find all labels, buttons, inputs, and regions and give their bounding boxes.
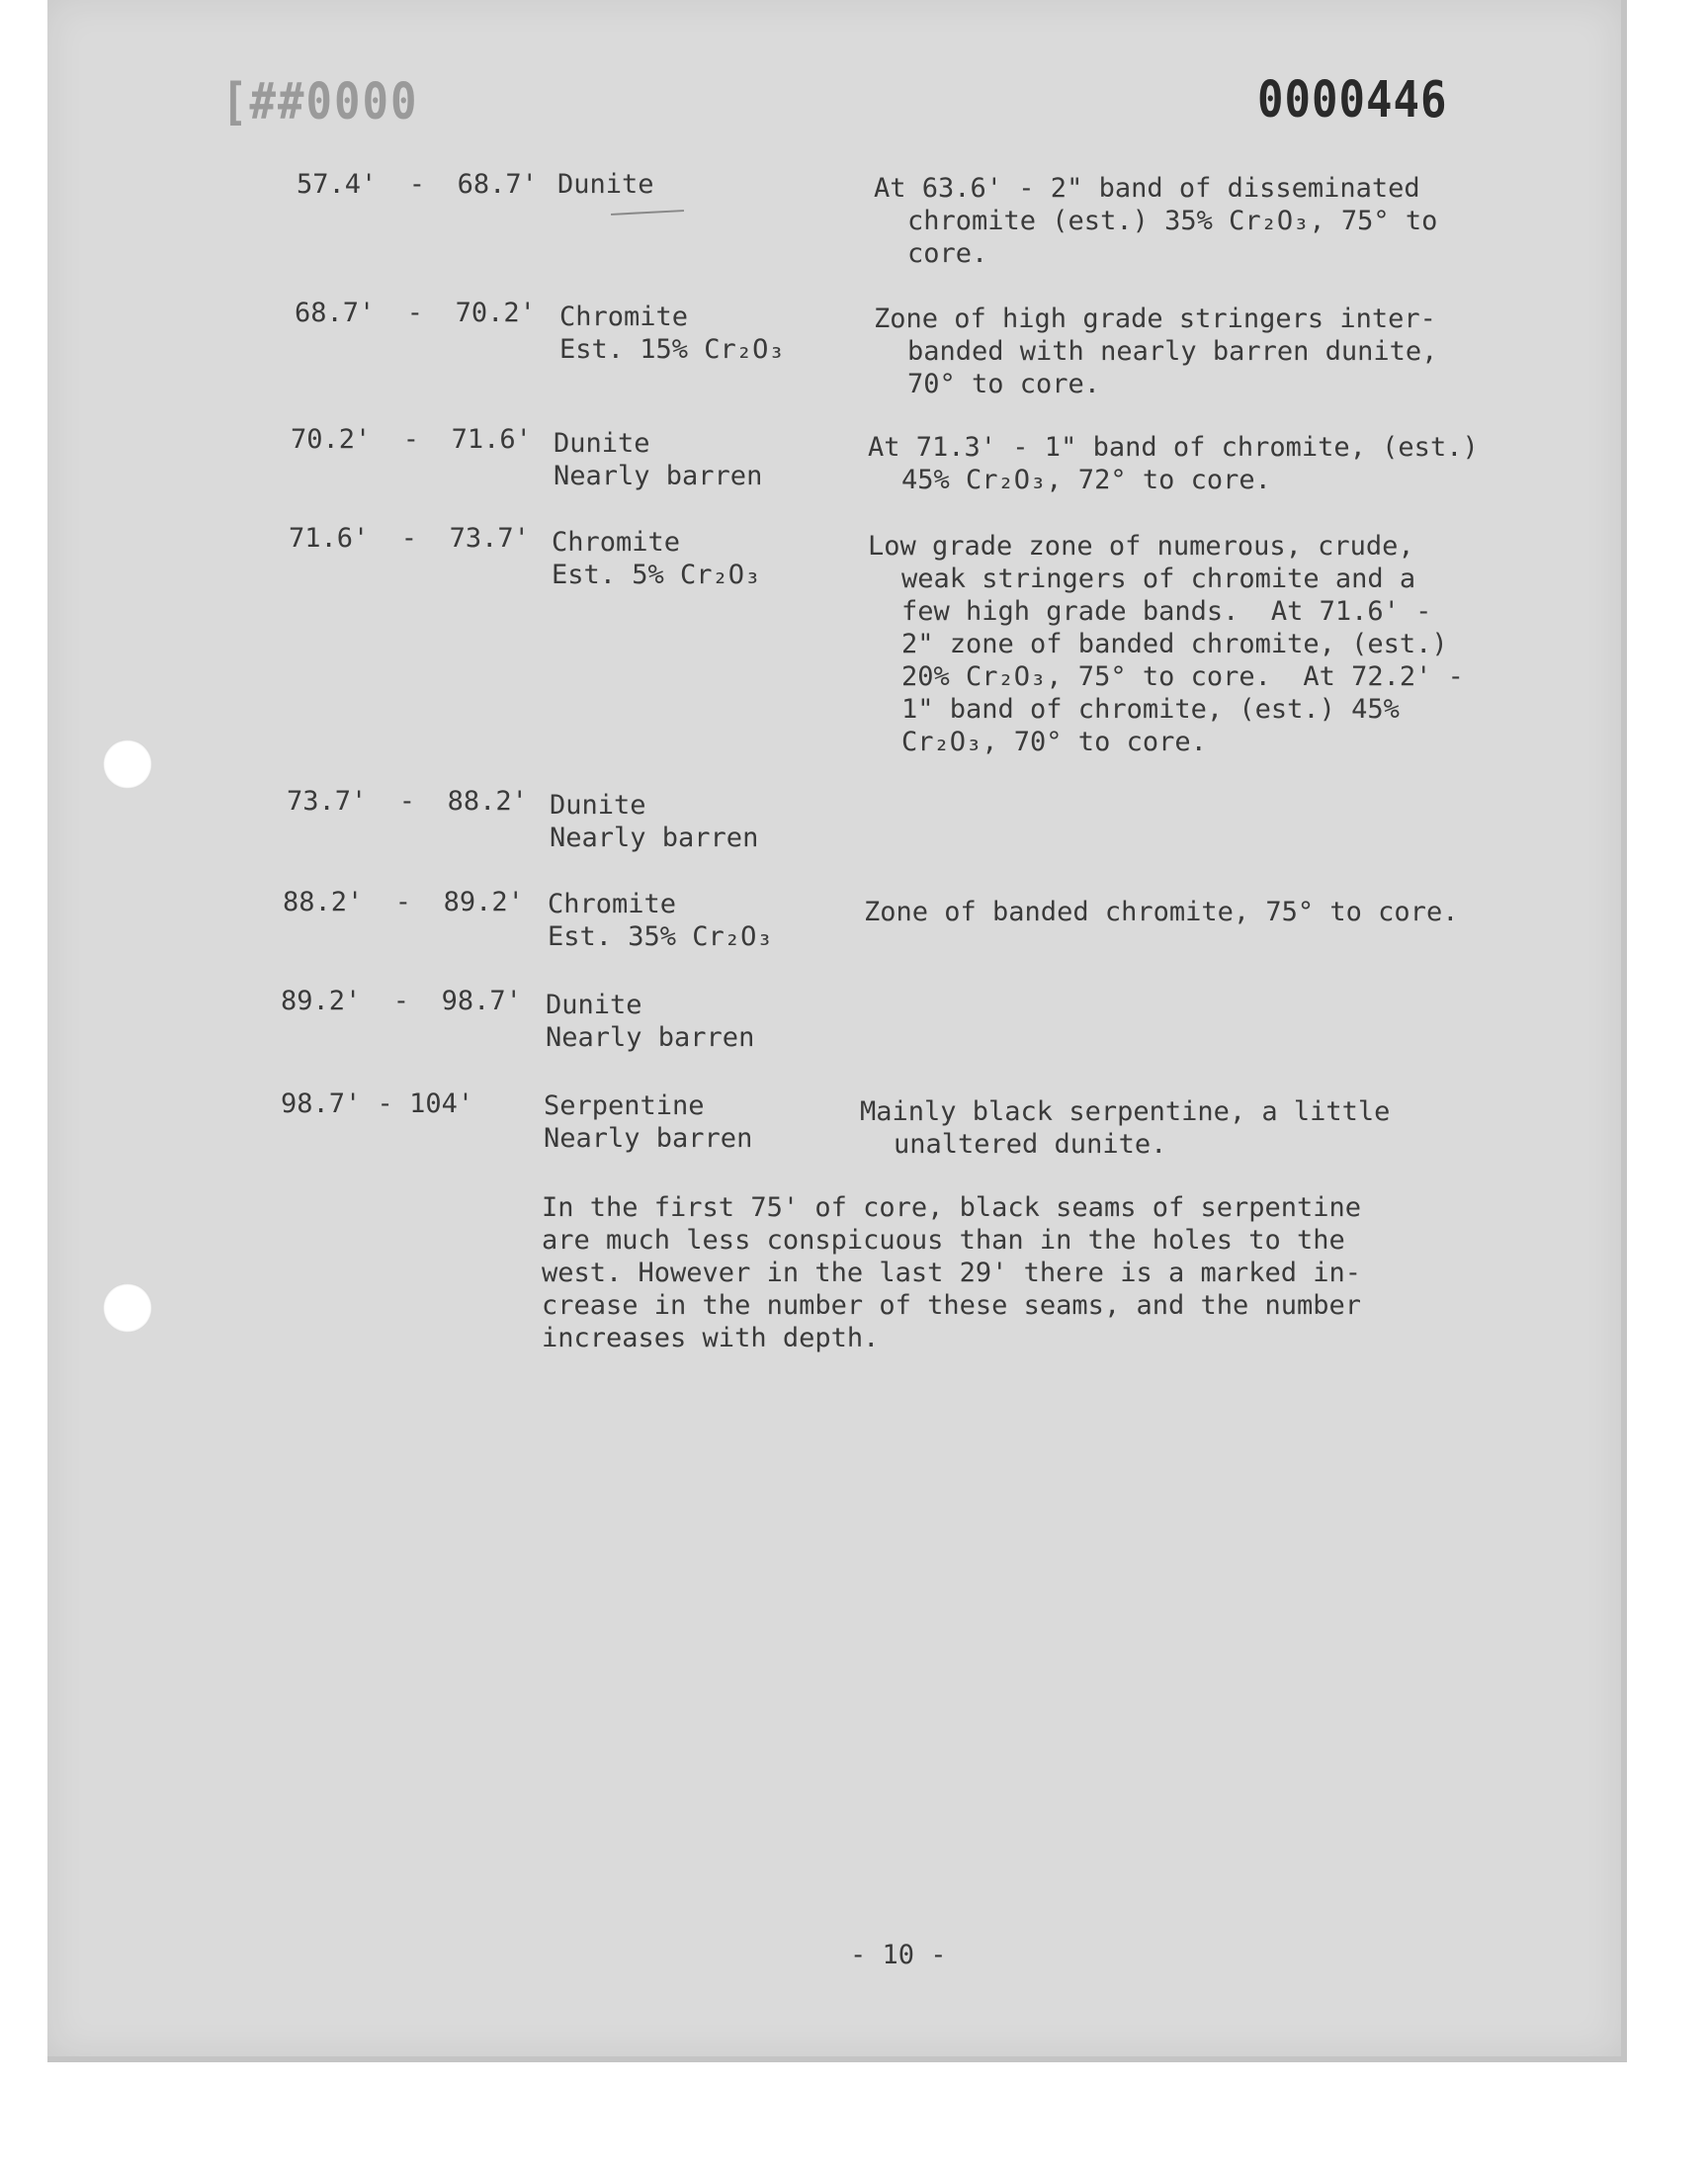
core-note [874,303,1526,400]
rock-description [554,427,850,492]
depth-from: 71.6' [289,523,370,554]
note-line: At 63.6' - 2" band of disseminated [874,173,1420,204]
paragraph-line: In the first 75' of core, black seams of serpentine [542,1192,1362,1223]
stamp-number-faint: [##0000 [221,73,419,131]
rock-description [557,168,854,201]
note-line: Low grade zone of numerous, crude, [868,531,1414,562]
rock-description [559,301,856,366]
depth-range: 88.2' - 89.2' [283,887,524,917]
depth-range: 98.7' - 104' [281,1088,474,1119]
rock-grade: Nearly barren [554,461,763,491]
note-line: weak stringers of chromite and a [901,564,1416,594]
depth-from: 68.7' [295,298,376,328]
note-line: 45% Cr₂O₃, 72° to core. [901,465,1271,495]
core-note [860,1095,1512,1161]
rock-type: Dunite [550,790,646,821]
rock-grade: Nearly barren [550,823,759,853]
core-note [874,172,1526,270]
depth-to: 89.2' [443,887,524,917]
depth-range: 57.4' - 68.7' [297,169,538,200]
punch-hole [103,740,152,789]
depth-to: 70.2' [455,298,536,328]
depth-range: 73.7' - 88.2' [287,786,528,817]
note-line: banded with nearly barren dunite, [907,336,1438,367]
paragraph-line: west. However in the last 29' there is a marked in- [542,1258,1362,1288]
rock-type: Chromite [548,889,677,919]
rock-description [548,888,844,953]
depth-to: 68.7' [457,169,538,200]
note-line: Cr₂O₃, 70° to core. [901,727,1207,757]
rock-type: Chromite [552,527,681,558]
rock-grade: Est. 35% Cr₂O₃ [548,921,773,952]
note-line: 20% Cr₂O₃, 75° to core. At 72.2' - [901,661,1464,692]
rock-grade: Nearly barren [546,1022,755,1053]
rock-grade: Nearly barren [544,1123,753,1154]
paragraph-line: increases with depth. [542,1323,880,1353]
punch-hole [103,1283,152,1333]
note-line: few high grade bands. At 71.6' - [901,596,1432,627]
core-note [868,431,1520,496]
depth-range: 70.2' - 71.6' [291,424,532,455]
depth-range: 68.7' - 70.2' [295,298,536,328]
note-line: Zone of banded chromite, 75° to core. [864,897,1459,927]
depth-range: 71.6' - 73.7' [289,523,530,554]
paragraph-line: crease in the number of these seams, and the number [542,1290,1362,1321]
rock-type: Dunite [546,990,642,1020]
depth-to: 104' [409,1088,474,1119]
depth-from: 88.2' [283,887,364,917]
rock-description [546,989,842,1054]
note-line: core. [907,238,988,269]
depth-to: 98.7' [441,986,522,1016]
rock-grade: Est. 5% Cr₂O₃ [552,560,761,590]
note-line: 1" band of chromite, (est.) 45% [901,694,1400,725]
depth-from: 89.2' [281,986,362,1016]
depth-from: 57.4' [297,169,378,200]
depth-from: 70.2' [291,424,372,455]
note-line: 70° to core. [907,369,1101,399]
note-line: 2" zone of banded chromite, (est.) [901,629,1448,659]
core-note [864,896,1516,928]
rock-description [544,1089,840,1155]
rock-grade: Est. 15% Cr₂O₃ [559,334,785,365]
depth-to: 88.2' [447,786,528,817]
strike-mark [611,210,684,216]
core-note [868,530,1520,758]
paragraph-line: are much less conspicuous than in the holes to the [542,1225,1345,1256]
rock-description [552,526,848,591]
document-page [47,0,1627,2062]
depth-to: 71.6' [451,424,532,455]
note-line: chromite (est.) 35% Cr₂O₃, 75° to [907,206,1438,236]
rock-type: Chromite [559,302,689,332]
note-line: Zone of high grade stringers inter- [874,304,1436,334]
note-line: unaltered dunite. [894,1129,1167,1160]
document-number-stamp: 0000446 [1257,71,1448,130]
summary-paragraph [542,1191,1431,1354]
page-number: - 10 - [850,1940,947,1970]
rock-type: Serpentine [544,1090,705,1121]
depth-to: 73.7' [449,523,530,554]
depth-from: 73.7' [287,786,368,817]
rock-description [550,789,846,854]
rock-type: Dunite [557,169,654,200]
depth-from: 98.7' [281,1088,362,1119]
note-line: At 71.3' - 1" band of chromite, (est.) [868,432,1479,463]
note-line: Mainly black serpentine, a little [860,1096,1391,1127]
rock-type: Dunite [554,428,650,459]
depth-range: 89.2' - 98.7' [281,986,522,1016]
